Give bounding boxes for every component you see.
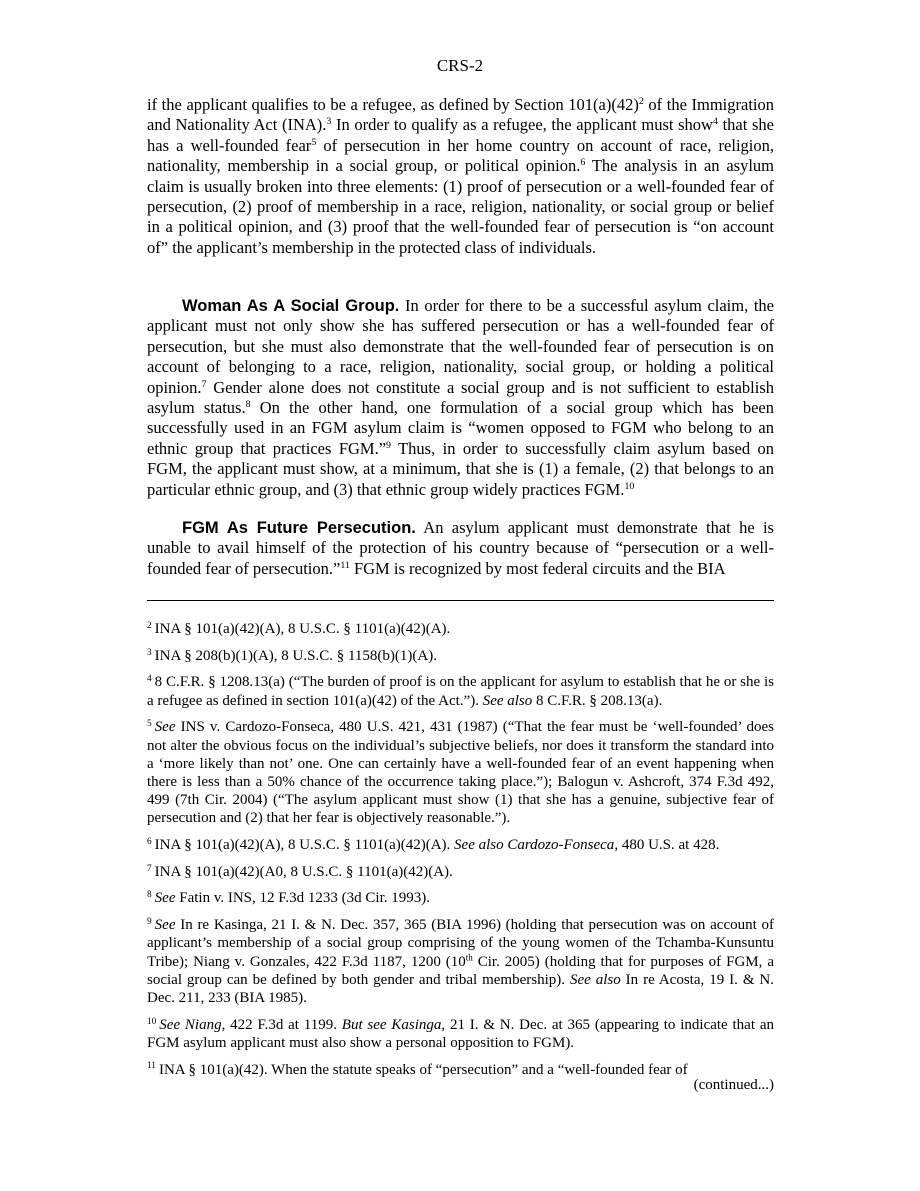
page-header: CRS-2 [436, 56, 484, 75]
continued-marker: (continued...) [693, 1076, 774, 1093]
text-run: of persecution in her home country on account of race, religion, nationality, membership in a social group, or political opinion. [147, 135, 774, 176]
footnote-ref: 4 [712, 116, 718, 128]
text-run: In order to qualify as a refugee, the applicant must show [331, 115, 713, 135]
footnote-text: 8 C.F.R. § 208.13(a). [532, 692, 663, 709]
footnote-6 [147, 836, 774, 854]
footnote-ref: 10 [624, 480, 635, 492]
footnote-text: In re Kasinga, 21 I. & N. Dec. 357, 365 (BIA 1996) (holding that persecution was on account of applicant’s membership of a social group comprising of the young women of the Tchamba-Kunsuntu Tribe); Niang v. Gonzales, 422 F.3d 1187, 1200 (10 [147, 917, 774, 970]
citation-signal: See [154, 890, 176, 907]
footnote-2 [147, 620, 774, 638]
footnote-text: INA § 208(b)(1)(A), 8 U.S.C. § 1158(b)(1)(A). [154, 647, 437, 664]
citation-signal: But see Kasinga [341, 1016, 442, 1033]
text-run: Thus, in order to successfully claim asylum based on FGM, the applicant must show, at a minimum, that she is (1) a female, (2) that belongs to an particular ethnic group, and (3) that ethnic group widely practices FGM. [147, 438, 774, 499]
footnote-number: 8 [147, 890, 152, 901]
footnote-divider [147, 600, 774, 601]
footnote-5 [147, 718, 774, 827]
text-run: An asylum applicant must demonstrate that he is unable to avail himself of the protection of his country because of “persecution or a well-founded fear of persecution.” [147, 518, 774, 578]
footnote-number: 4 [147, 674, 152, 685]
footnote-9 [147, 916, 774, 1007]
footnote-ref: 7 [201, 378, 207, 390]
citation-signal: See also [482, 692, 533, 709]
footnote-text: In re Acosta, 19 I. & N. Dec. 211, 233 (BIA 1985). [147, 971, 775, 1006]
citation-signal: See [154, 719, 176, 736]
footnote-text: 8 C.F.R. § 1208.13(a) (“The burden of proof is on the applicant for asylum to establish that he or she is a refugee as defined in section 101(a)(42) of the Act.”). [147, 674, 774, 709]
body-paragraph-1 [147, 95, 774, 258]
footnote-7 [147, 863, 774, 881]
text-run: Gender alone does not constitute a social group and is not sufficient to establish asylum status. [147, 377, 774, 418]
footnote-text: INA § 101(a)(42)(A), 8 U.S.C. § 1101(a)(42)(A). [154, 621, 451, 637]
footnote-ref: 8 [245, 399, 251, 411]
footnote-text: , 422 F.3d at 1199. [221, 1016, 342, 1033]
footnote-11 [147, 1061, 774, 1094]
footnote-text: Cir. 2005) (holding that for purposes of FGM, a social group can be defined by both gender and tribal membership). [147, 953, 774, 988]
citation-signal: See also [569, 971, 621, 988]
citation-signal: See [154, 917, 176, 934]
text-run: if the applicant qualifies to be a refugee, as defined by Section 101(a)(42) [147, 95, 639, 114]
section-heading: Woman As A Social Group. [182, 297, 400, 315]
footnote-3 [147, 647, 774, 665]
footnote-text: , 480 U.S. at 428. [614, 837, 720, 854]
text-run: of the Immigration and Nationality Act (INA). [147, 95, 774, 135]
footnote-ref: 3 [326, 116, 332, 128]
text-run: FGM is recognized by most federal circuits and the BIA [349, 558, 726, 578]
footnote-number: 11 [147, 1061, 156, 1072]
section-heading: FGM As Future Persecution. [182, 519, 416, 537]
footnote-ref: 6 [580, 157, 586, 169]
footnote-number: 6 [147, 836, 152, 847]
footnote-text: , 21 I. & N. Dec. at 365 (appearing to indicate that an FGM asylum applicant must also show a personal opposition to FGM). [147, 1016, 774, 1051]
footnote-number: 10 [147, 1016, 157, 1027]
footnote-ref: 11 [340, 559, 350, 571]
footnote-ref: 5 [311, 136, 317, 148]
footnote-4 [147, 673, 774, 709]
footnote-text: INA § 101(a)(42). When the statute speaks of “persecution” and a “well-founded fear of [158, 1061, 688, 1078]
footnote-number: 5 [147, 719, 152, 730]
footnote-text: INS v. Cardozo-Fonseca, 480 U.S. 421, 431 (1987) (“That the fear must be ‘well-founded’ does not alter the obvious focus on the individual’s subjective beliefs, nor does it transform the standard into a ‘more likely than not’ one. One can certainly have a well-founded fear of an event happening when there is less than a 50% chance of the occurrence taking place.”); Balogun v. Ashcroft, 374 F.3d 492, 499 (7th Cir. 2004) (“The asylum applicant must show (1) that she has a genuine, subjective fear of persecution and (2) that her fear is objectively reasonable.”). [147, 719, 774, 827]
text-run: The analysis in an asylum claim is usually broken into three elements: (1) proof of persecution or a well-founded fear of persecution, (2) proof of membership in a race, religion, nationality, or social group or belief in a political opinion, and (3) proof that the well-founded fear of persecution is “on account of” the applicant’s membership in the protected class of individuals. [147, 156, 774, 257]
text-run: On the other hand, one formulation of a social group which has been successfully used in an FGM asylum claim is “women opposed to FGM who belong to an ethnic group that practices FGM.” [147, 398, 774, 458]
citation-signal: See also Cardozo-Fonseca [454, 837, 615, 854]
footnote-ref: 9 [386, 439, 391, 451]
footnote-ref: 2 [638, 96, 644, 108]
footnote-number: 2 [147, 620, 152, 631]
text-run: that she has a well-founded fear [147, 115, 774, 155]
footnote-text: INA § 101(a)(42)(A0, 8 U.S.C. § 1101(a)(42)(A). [154, 863, 453, 880]
body-paragraph-2 [147, 296, 774, 500]
footnote-text: INA § 101(a)(42)(A), 8 U.S.C. § 1101(a)(42)(A). [154, 837, 455, 854]
footnote-number: 7 [147, 863, 152, 874]
footnote-text: Fatin v. INS, 12 F.3d 1233 (3d Cir. 1993). [175, 890, 430, 907]
footnote-10 [147, 1016, 774, 1052]
footnotes [147, 620, 774, 1102]
footnote-number: 3 [147, 647, 152, 658]
text-run: In order for there to be a successful asylum claim, the applicant must not only show she has suffered persecution or has a well-founded fear of persecution, but she must also demonstrate that the well-founded fear of persecution is on account of belonging to a race, religion, nationality, social group, or holding a political opinion. [147, 296, 774, 397]
footnote-number: 9 [147, 917, 152, 928]
footnote-8 [147, 889, 774, 907]
citation-signal: See Niang [159, 1016, 222, 1033]
body-paragraph-3 [147, 518, 774, 579]
ordinal-suffix: th [465, 952, 473, 963]
